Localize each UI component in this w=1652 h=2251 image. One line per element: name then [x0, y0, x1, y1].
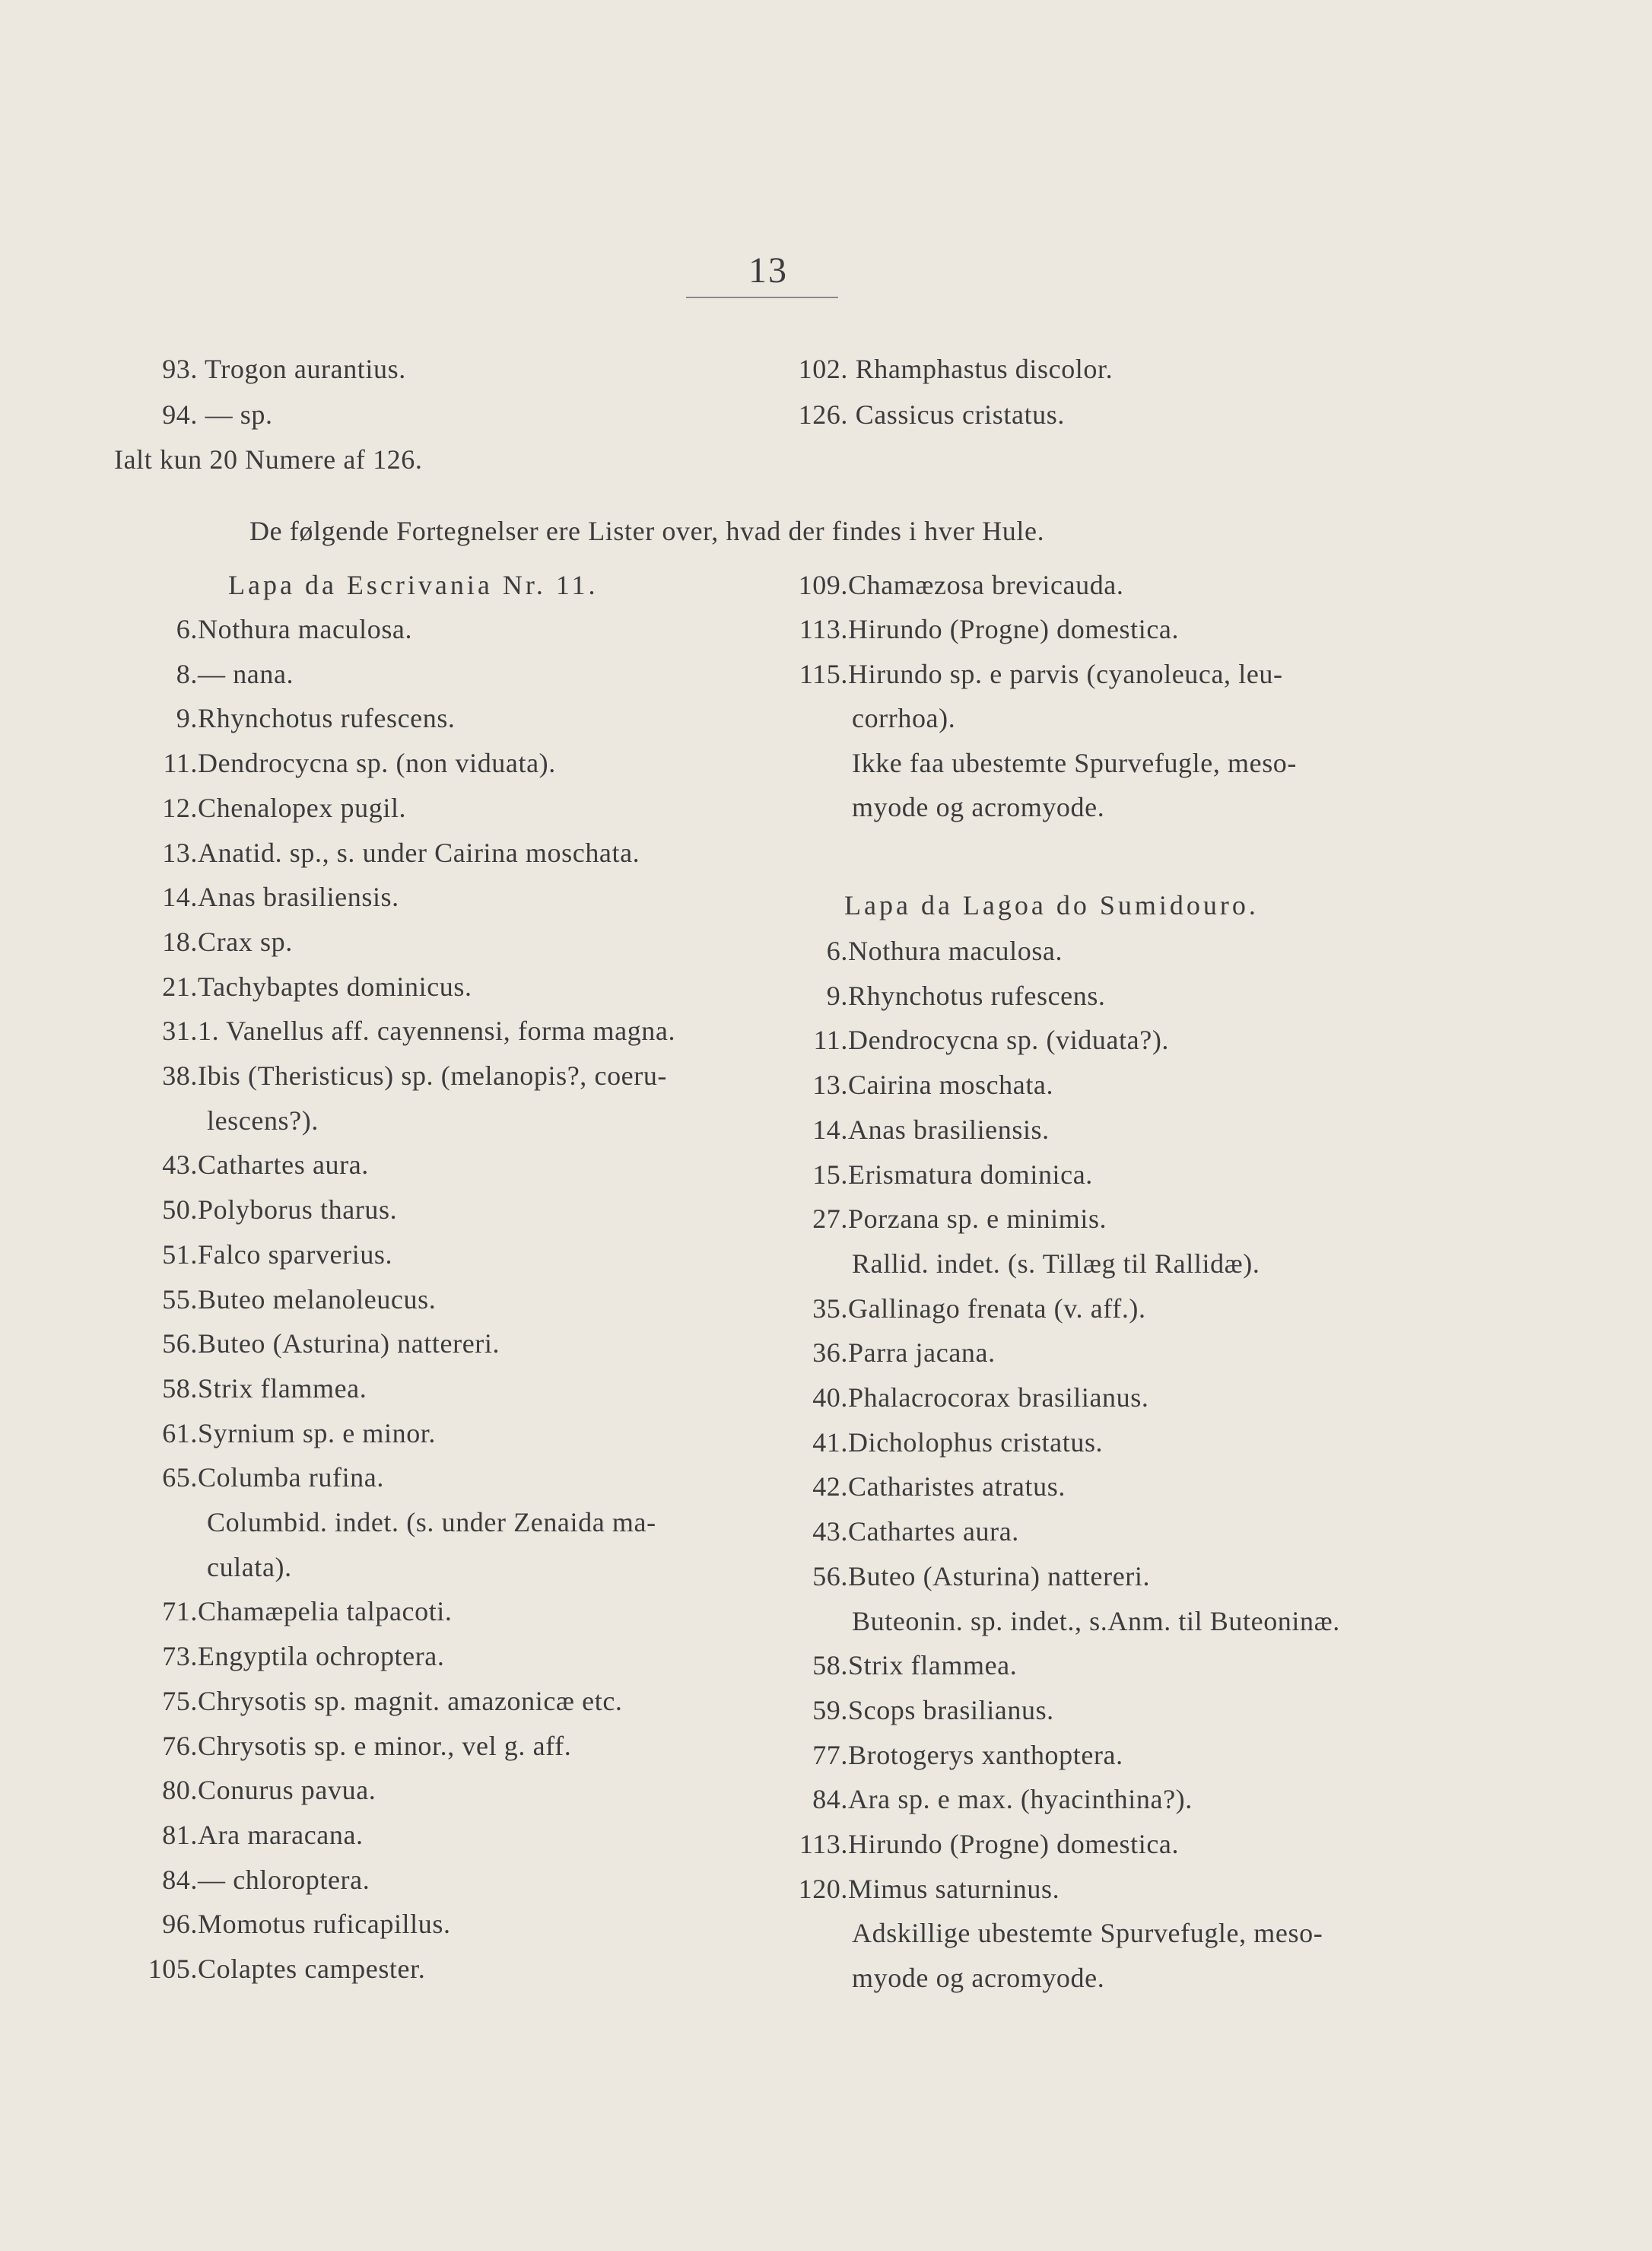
entry-text: Catharistes atratus.	[848, 1471, 1066, 1502]
entry-number: 120.	[798, 1873, 848, 1904]
entry-text: Gallinago frenata (v. aff.).	[848, 1292, 1146, 1324]
list-item	[852, 1915, 1323, 1951]
entry-number: 35.	[812, 1292, 848, 1324]
entry-number: 58.	[162, 1372, 198, 1404]
entry-text: Strix flammea.	[848, 1650, 1018, 1681]
entry-text: Erismatura dominica.	[848, 1159, 1093, 1190]
entry-number: 94.	[162, 399, 198, 430]
entry-text: lescens?).	[207, 1105, 319, 1136]
entry-number: 36.	[812, 1337, 848, 1369]
list-item	[114, 1013, 675, 1049]
list-item	[114, 745, 556, 781]
list-item	[114, 656, 294, 692]
entry-number: 42.	[812, 1471, 848, 1502]
entry-number: 75.	[162, 1685, 198, 1716]
entry-text: myode og acromyode.	[852, 792, 1105, 822]
entry-number: 84.	[812, 1784, 848, 1815]
entry-number: 56.	[812, 1560, 848, 1591]
entry-text: Syrnium sp. e minor.	[198, 1417, 437, 1448]
entry-text: Ara sp. e max. (hyacinthina?).	[848, 1784, 1193, 1815]
entry-text: Chamæzosa brevicauda.	[848, 570, 1124, 600]
entry-number: 84.	[162, 1864, 198, 1895]
entry-text: — sp.	[205, 399, 273, 430]
list-item	[114, 396, 273, 433]
list-item	[772, 1692, 1054, 1728]
list-item	[772, 1111, 1050, 1148]
entry-text: Nothura maculosa.	[198, 614, 413, 644]
list-item	[772, 1200, 1107, 1237]
entry-number: 56.	[162, 1328, 198, 1359]
entry-text: — chloroptera.	[198, 1864, 370, 1895]
list-item	[114, 835, 640, 871]
page-number: 13	[748, 250, 788, 291]
entry-text: Buteo (Asturina) nattereri.	[848, 1560, 1151, 1591]
entry-number: 15.	[812, 1159, 848, 1190]
entry-number: 81.	[162, 1819, 198, 1850]
list-item	[772, 656, 1283, 692]
entry-text: Strix flammea.	[198, 1372, 367, 1404]
list-item	[852, 700, 955, 736]
list-item	[114, 1728, 571, 1764]
list-item	[114, 700, 456, 736]
entry-number: 126.	[798, 399, 848, 430]
entry-number: 8.	[176, 658, 198, 689]
entry-text: Porzana sp. e minimis.	[848, 1203, 1107, 1235]
entry-text: culata).	[207, 1551, 292, 1582]
entry-number: 93.	[162, 354, 198, 384]
entry-text: Ibis (Theristicus) sp. (melanopis?, coeru-	[198, 1060, 668, 1091]
entry-text: Phalacrocorax brasilianus.	[848, 1382, 1149, 1413]
entry-text: Anas brasiliensis.	[848, 1114, 1050, 1145]
entry-text: Brotogerys xanthoptera.	[848, 1739, 1123, 1770]
entry-text: Cathartes aura.	[848, 1516, 1019, 1547]
list-item	[114, 1951, 425, 1987]
entry-text: Chrysotis sp. magnit. amazonicæ etc.	[198, 1685, 623, 1716]
list-item	[772, 1647, 1017, 1683]
list-item	[114, 968, 472, 1005]
entry-text: Columbid. indet. (s. under Zenaida ma-	[207, 1507, 656, 1537]
entry-text: Momotus ruficapillus.	[198, 1909, 451, 1940]
list-item	[772, 1468, 1066, 1505]
list-item	[114, 351, 406, 387]
entry-number: 58.	[812, 1650, 848, 1681]
entry-text: Rhynchotus rufescens.	[198, 703, 456, 734]
entry-text: Conurus pavua.	[198, 1775, 376, 1806]
list-item	[114, 1325, 500, 1362]
list-item	[772, 933, 1063, 969]
entry-text: myode og acromyode.	[852, 1963, 1105, 1994]
entry-number: 61.	[162, 1417, 198, 1448]
entry-number: 115.	[799, 658, 848, 689]
list-item	[114, 1415, 436, 1451]
entry-text: Crax sp.	[198, 926, 293, 957]
entry-number: 38.	[162, 1060, 198, 1091]
list-item	[114, 1906, 451, 1942]
entry-number: 41.	[812, 1426, 848, 1458]
entry-number: 14.	[812, 1114, 848, 1145]
entry-text: Dendrocycna sp. (viduata?).	[848, 1025, 1170, 1056]
list-item	[852, 1245, 1260, 1282]
list-item	[772, 567, 1123, 603]
entry-text: Falco sparverius.	[198, 1238, 393, 1270]
list-item	[114, 1057, 667, 1094]
entry-text: Chamæpelia talpacoti.	[198, 1596, 453, 1627]
entry-number: 77.	[812, 1739, 848, 1770]
entry-text: Trogon aurantius.	[204, 354, 406, 384]
entry-number: 113.	[799, 1829, 848, 1859]
entry-number: 105.	[148, 1954, 198, 1984]
list-item	[772, 1067, 1053, 1103]
entry-text: Colaptes campester.	[198, 1954, 426, 1984]
entry-number: 14.	[162, 882, 198, 913]
list-item	[772, 1781, 1193, 1817]
entry-number: 12.	[162, 792, 198, 823]
entry-text: Chenalopex pugil.	[198, 792, 407, 823]
list-item	[772, 978, 1106, 1014]
entry-number: 40.	[812, 1382, 848, 1413]
entry-number: 51.	[162, 1238, 198, 1270]
list-item	[852, 1603, 1340, 1639]
list-item	[114, 790, 406, 826]
list-item	[772, 396, 1065, 433]
list-item	[114, 1370, 367, 1407]
entry-number: 43.	[812, 1516, 848, 1547]
entry-text: Cassicus cristatus.	[855, 399, 1065, 430]
entry-text: Hirundo (Progne) domestica.	[848, 1829, 1180, 1859]
list-item	[772, 1334, 996, 1371]
list-item	[114, 1772, 376, 1808]
list-item	[772, 1156, 1093, 1193]
list-item	[852, 789, 1104, 825]
list-item	[852, 745, 1297, 781]
list-item	[772, 1558, 1150, 1594]
entry-text: Buteonin. sp. indet., s.Anm. til Buteoninæ.	[852, 1605, 1340, 1636]
entry-number: 65.	[162, 1462, 198, 1493]
list-item	[207, 1102, 319, 1139]
list-item	[114, 1191, 397, 1228]
entry-number: 73.	[162, 1641, 198, 1672]
list-item	[207, 1549, 292, 1585]
entry-number: 80.	[162, 1775, 198, 1806]
entry-text: Parra jacana.	[848, 1337, 996, 1369]
list-item	[114, 1146, 369, 1183]
list-item	[772, 1290, 1146, 1327]
entry-number: 59.	[812, 1694, 848, 1725]
entry-text: Buteo (Asturina) nattereri.	[198, 1328, 500, 1359]
entry-text: 1. Vanellus aff. cayennensi, forma magna.	[198, 1016, 676, 1047]
entry-text: Polyborus tharus.	[198, 1194, 398, 1226]
list-item	[772, 1424, 1103, 1461]
entry-number: 18.	[162, 926, 198, 957]
sumidouro-heading: Lapa da Lagoa do Sumidouro.	[844, 890, 1259, 920]
intro-paragraph: De følgende Fortegnelser ere Lister over, hvad der findes i hver Hule.	[249, 516, 1045, 546]
entry-text: Hirundo (Progne) domestica.	[848, 614, 1180, 645]
entry-text: Dicholophus cristatus.	[848, 1426, 1104, 1458]
entry-number: 76.	[162, 1730, 198, 1761]
list-item	[114, 611, 412, 647]
escrivania-heading: Lapa da Escrivania Nr. 11.	[228, 570, 599, 600]
list-item	[772, 1737, 1123, 1773]
list-item	[772, 1022, 1169, 1058]
entry-text: Anas brasiliensis.	[198, 882, 399, 913]
entry-text: Hirundo sp. e parvis (cyanoleuca, leu-	[848, 658, 1283, 689]
entry-number: 9.	[826, 980, 848, 1011]
list-item	[772, 1513, 1019, 1550]
entry-number: 11.	[813, 1025, 848, 1056]
entry-text: Nothura maculosa.	[848, 936, 1063, 966]
entry-text: — nana.	[198, 658, 294, 689]
entry-number: 43.	[162, 1149, 198, 1181]
list-item	[852, 1960, 1104, 1996]
entry-text: Cairina moschata.	[848, 1070, 1054, 1101]
entry-text: Mimus saturninus.	[848, 1873, 1060, 1904]
entry-text: Rhamphastus discolor.	[855, 354, 1114, 384]
entry-number: 113.	[799, 614, 848, 645]
list-item	[114, 1281, 436, 1318]
entry-number: 9.	[176, 703, 198, 734]
entry-number: 13.	[812, 1070, 848, 1101]
entry-number: 6.	[826, 936, 848, 966]
list-item	[114, 1638, 445, 1674]
entry-number: 27.	[812, 1203, 848, 1235]
list-item	[114, 1459, 384, 1496]
entry-number: 31.	[162, 1016, 198, 1047]
list-item	[114, 924, 293, 960]
page-number-rule	[686, 297, 838, 298]
entry-text: Scops brasilianus.	[848, 1694, 1054, 1725]
entry-text: Ikke faa ubestemte Spurvefugle, meso-	[852, 747, 1297, 778]
entry-number: 71.	[162, 1596, 198, 1627]
list-item	[114, 1593, 453, 1629]
list-item	[114, 879, 399, 915]
entry-text: corrhoa).	[852, 703, 956, 734]
entry-text: Columba rufina.	[198, 1462, 384, 1493]
list-item	[114, 1683, 623, 1719]
entry-number: 96.	[162, 1909, 198, 1940]
entry-text: Anatid. sp., s. under Cairina moschata.	[198, 837, 640, 868]
entry-text: Adskillige ubestemte Spurvefugle, meso-	[852, 1918, 1323, 1949]
entry-text: Rhynchotus rufescens.	[848, 980, 1106, 1011]
list-item	[207, 1504, 656, 1540]
entry-text: Tachybaptes dominicus.	[198, 971, 472, 1002]
list-item	[114, 1862, 370, 1898]
entry-text: Cathartes aura.	[198, 1149, 369, 1181]
total-count-line: Ialt kun 20 Numere af 126.	[114, 444, 423, 475]
entry-number: 50.	[162, 1194, 198, 1226]
list-item	[772, 1826, 1179, 1862]
entry-number: 11.	[163, 748, 198, 779]
entry-number: 21.	[162, 971, 198, 1002]
list-item	[114, 1817, 364, 1853]
entry-text: Rallid. indet. (s. Tillæg til Rallidæ).	[852, 1248, 1260, 1279]
list-item	[114, 1236, 392, 1273]
entry-number: 109.	[798, 570, 848, 600]
list-item	[772, 1871, 1060, 1907]
list-item	[772, 611, 1179, 647]
entry-text: Dendrocycna sp. (non viduata).	[198, 748, 556, 779]
list-item	[772, 351, 1113, 387]
list-item	[772, 1379, 1148, 1416]
entry-number: 102.	[798, 354, 848, 384]
entry-number: 6.	[176, 614, 198, 644]
entry-text: Buteo melanoleucus.	[198, 1283, 437, 1315]
entry-text: Chrysotis sp. e minor., vel g. aff.	[198, 1730, 572, 1761]
entry-text: Engyptila ochroptera.	[198, 1641, 445, 1672]
entry-text: Ara maracana.	[198, 1819, 364, 1850]
entry-number: 55.	[162, 1283, 198, 1315]
entry-number: 13.	[162, 837, 198, 868]
